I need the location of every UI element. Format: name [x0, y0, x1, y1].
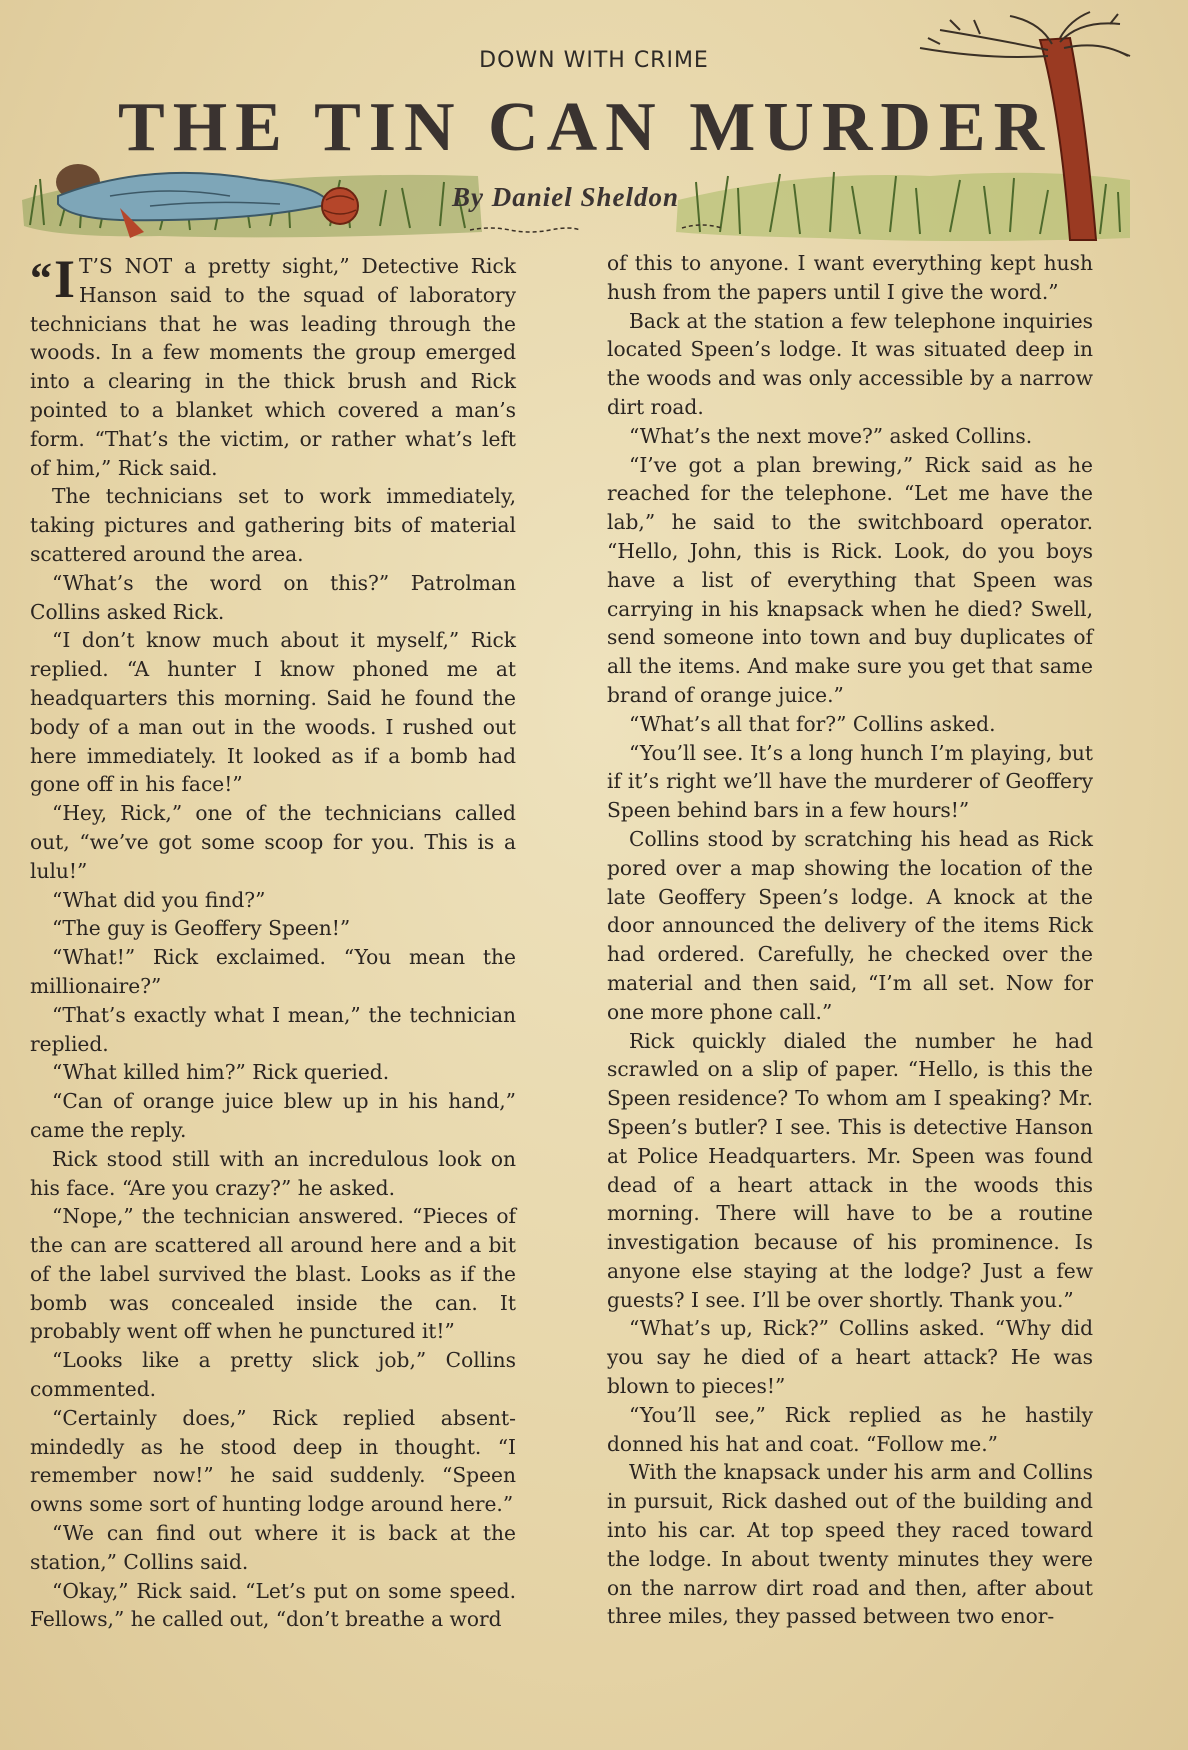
paragraph: “Hey, Rick,” one of the technicians called out, “we’ve got some scoop for you. This is a lulu!” — [30, 801, 516, 883]
paragraph: “I don’t know much about it myself,” Rick replied. “A hunter I know phoned me at headquarters this morning. Said he found the body of a man out in the woods. I rushed out here immediately. It looked as if a bomb had gone off in his face!” — [30, 628, 516, 797]
article-right-column — [607, 249, 1093, 1634]
paragraph: Rick stood still with an incredulous look on his face. “Are you crazy?” he asked. — [30, 1146, 516, 1200]
paragraph: “We can find out where it is back at the station,” Collins said. — [30, 1521, 516, 1574]
paragraph: “What did you find?” — [52, 887, 266, 912]
opening-paragraph: “I T’S NOT a pretty sight,” Detective Rick Hanson said to the squad of laboratory technicians that he was leading through the woods. In a few moments the group emerged into a clearing in the thick brush and Rick pointed to a blanket which covered a man’s form. “That’s the victim, or rather what’s left of him,” Rick said. — [30, 249, 516, 480]
paragraph: “Looks like a pretty slick job,” Collins commented. — [30, 1348, 516, 1402]
header-illustration — [0, 0, 1188, 260]
paragraph: With the knapsack under his arm and Collins in pursuit, Rick dashed out of the building and into his car. At top speed they raced toward the lodge. In about twenty minutes they were on the narrow dirt road and then, after about three miles, they passed between two enor- — [607, 1460, 1093, 1629]
paragraph: The technicians set to work immediately, taking pictures and gathering bits of material scattered around the area. — [30, 484, 516, 566]
story-title: THE TIN CAN MURDER — [118, 89, 1053, 166]
paragraph: “What!” Rick exclaimed. “You mean the millionaire?” — [30, 945, 516, 998]
paragraph: “What’s all that for?” Collins asked. — [629, 711, 996, 736]
paragraph: “Can of orange juice blew up in his hand,” came the reply. — [30, 1089, 516, 1142]
paragraph: Collins stood by scratching his head as Rick pored over a map showing the location of the late Geoffery Speen’s lodge. A knock at the door announced the delivery of the items Rick had ordered. Carefully, he checked over the material and then said, “I’m all set. Now for one more phone call.” — [607, 826, 1093, 1024]
paragraph: “What’s the word on this?” Patrolman Collins asked Rick. — [30, 570, 516, 624]
article-left-column — [30, 249, 516, 1637]
paragraph: Rick quickly dialed the number he had scrawled on a slip of paper. “Hello, is this the Speen residence? To whom am I speaking? Mr. Speen’s butler? I see. This is detective Hanson at Police Headquarters. Mr. Speen was found dead of a heart attack in the woods this morning. There will have to be a routine investigation because of his prominence. Is anyone else staying at the lodge? Just a few guests? I see. I’ll be over shortly. Thank you.” — [607, 1028, 1093, 1312]
paragraph: Back at the station a few telephone inquiries located Speen’s lodge. It was situated deep in the woods and was only accessible by a narrow dirt road. — [607, 308, 1093, 419]
series-kicker: DOWN WITH CRIME — [479, 48, 709, 73]
paragraph: “Okay,” Rick said. “Let’s put on some speed. Fellows,” he called out, “don’t breathe a word — [30, 1578, 516, 1632]
paragraph: “The guy is Geoffery Speen!” — [52, 916, 351, 941]
paragraph: of this to anyone. I want everything kept hush hush from the papers until I give the word.” — [607, 251, 1093, 304]
story-byline: By Daniel Sheldon — [452, 182, 680, 212]
paragraph: “You’ll see. It’s a long hunch I’m playing, but if it’s right we’ll have the murderer of Geoffery Speen behind bars in a few hours!” — [607, 740, 1093, 823]
paragraph: “You’ll see,” Rick replied as he hastily donned his hat and coat. “Follow me.” — [607, 1402, 1093, 1456]
paragraph: “What killed him?” Rick queried. — [52, 1060, 390, 1085]
paragraph: “Nope,” the technician answered. “Pieces of the can are scattered all around here and a bit of the label survived the blast. Looks as if the bomb was concealed inside the can. It probably went off when he punctured it!” — [30, 1204, 516, 1344]
paragraph: “What’s up, Rick?” Collins asked. “Why did you say he died of a heart attack? He was blown to pieces!” — [607, 1316, 1093, 1399]
paragraph: “What’s the next move?” asked Collins. — [629, 423, 1033, 448]
paragraph: “I’ve got a plan brewing,” Rick said as he reached for the telephone. “Let me have the lab,” he said to the switchboard operator. “Hello, John, this is Rick. Look, do you boys have a list of everything that Speen was carrying in his knapsack when he died? Swell, send someone into town and buy duplicates of all the items. And make sure you get that same brand of orange juice.” — [607, 452, 1093, 707]
drop-cap: “I — [30, 249, 76, 309]
grass-right — [676, 172, 1130, 241]
paragraph: “Certainly does,” Rick replied absent-mindedly as he stood deep in thought. “I remember now!” he said suddenly. “Speen owns some sort of hunting lodge around here.” — [30, 1405, 516, 1517]
paragraph: “That’s exactly what I mean,” the technician replied. — [30, 1002, 516, 1056]
